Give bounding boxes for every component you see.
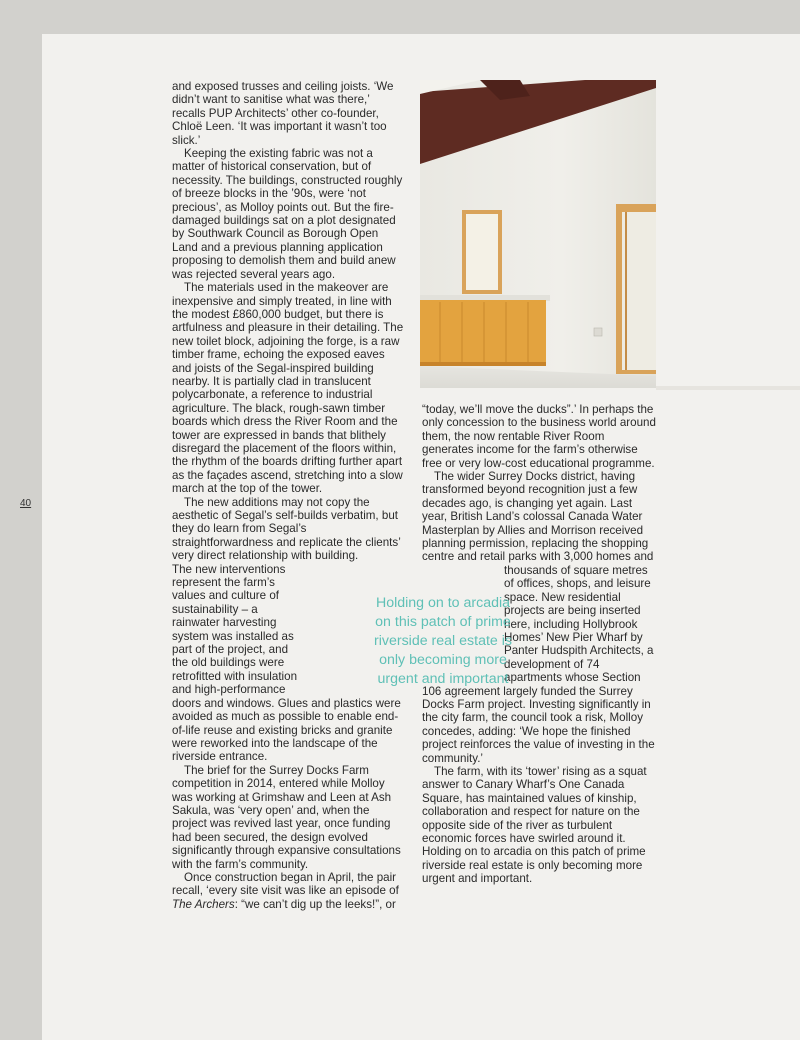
italic-title: The Archers — [172, 897, 235, 911]
paragraph: The new additions may not copy the aesthetic of Segal’s self-builds verbatim, but they do learn from Segal’s straightforwardness and replicate the clients’ very direct relationship with building. — [172, 495, 401, 563]
interior-photo-icon — [420, 80, 656, 388]
pull-quote: Holding on to arcadia on this patch of prime riverside real estate is only becoming more urgent and important — [374, 595, 512, 687]
interior-photo — [420, 80, 656, 388]
photo-edge-strip — [656, 386, 800, 390]
paragraph: The new interventions represent the farm’s values and culture of sustainability – a rainwater harvesting system was installed as part of the project, and the old buildings were retrofitted with insulation and high-performance doors and windows. Glues and plastics were avoided as much as possible to enable end-of-life reuse and existing bricks and granite were reworked into the landscape of the riverside entrance. — [172, 562, 401, 764]
paragraph — [172, 871, 405, 911]
text-run: and thousands of square metres of offices, shops, and leisure space. New residential projects are being inserted here, including Hollybrook Homes’ New Pier Wharf by Panter Hudspith Architects, a development of 74 apartments whose Section 106 agreement largely funded the Surrey Docks Farm project. Investing significantly in the city farm, the council took a risk, Molloy concedes, adding: ‘We hope the finished project reinforces the value of investing in the community.’ — [422, 550, 655, 765]
text-run: Once construction began in April, the pair recall, ‘every site visit was like an episode of — [172, 870, 399, 898]
paragraph: The materials used in the makeover are inexpensive and simply treated, in line with the modest £860,000 budget, but there is artfulness and pleasure in their detailing. The new toilet block, adjoining the forge, is a raw timber frame, echoing the exposed eaves and joists of the Segal-inspired building nearby. It is partially clad in translucent polycarbonate, a reference to industrial agriculture. The black, rough-sawn timber boards which dress the River Room and the tower are expressed in bands that blithely disregard the placement of the floors within, the rhythm of the boards drifting further apart as the façades ascend, stretching into a slow march at the top of the tower. — [172, 281, 404, 496]
page-number: 40 — [20, 498, 32, 509]
paragraph: The brief for the Surrey Docks Farm competition in 2014, entered while Molloy was working at Grimshaw and Leen at Ash Sakula, was ‘very open’ and, when the project was revived last year, once funding had been secured, the design evolved significantly through expansive consultations with the farm’s community. — [172, 763, 401, 871]
article-column-left — [172, 80, 405, 911]
text-run: The wider Surrey Docks district, having transformed beyond recognition just a few decades ago, is changing yet again. Last year, British Land’s colossal Canada Water Masterplan by Allies and Morrison received planning permission, replacing the shopping centre and retail parks with 3,000 homes — [422, 470, 649, 564]
paragraph: “today, we’ll move the ducks”.’ In perhaps the only concession to the business world around them, the now rentable River Room generates income for the farm’s otherwise free or very low-cost educational programme. — [422, 403, 656, 470]
text-run: : “we can’t dig up the leeks!”, or — [234, 897, 396, 911]
paragraph: and exposed trusses and ceiling joists. ‘We didn’t want to sanitise what was there,’ recalls PUP Architects’ other co-founder, Chloë Leen. ‘It was important it wasn’t too slick.’ — [172, 80, 394, 147]
paragraph: Keeping the existing fabric was not a matter of historical conservation, but of necessity. The buildings, constructed roughly of breeze blocks in the ’90s, were ‘not precious’, as Molloy points out. But the fire-damaged buildings sat on a plot designated by Southwark Council as Borough Open Land and a previous planning application proposing to demolish them and build anew was rejected several years ago. — [172, 147, 403, 281]
paragraph: The farm, with its ‘tower’ rising as a squat answer to Canary Wharf’s One Canada Square, has maintained values of kinship, collaboration and respect for nature on the opposite side of the river as turbulent economic forces have swirled around it. Holding on to arcadia on this patch of prime riverside real estate is only becoming more urgent and important. — [422, 764, 647, 886]
